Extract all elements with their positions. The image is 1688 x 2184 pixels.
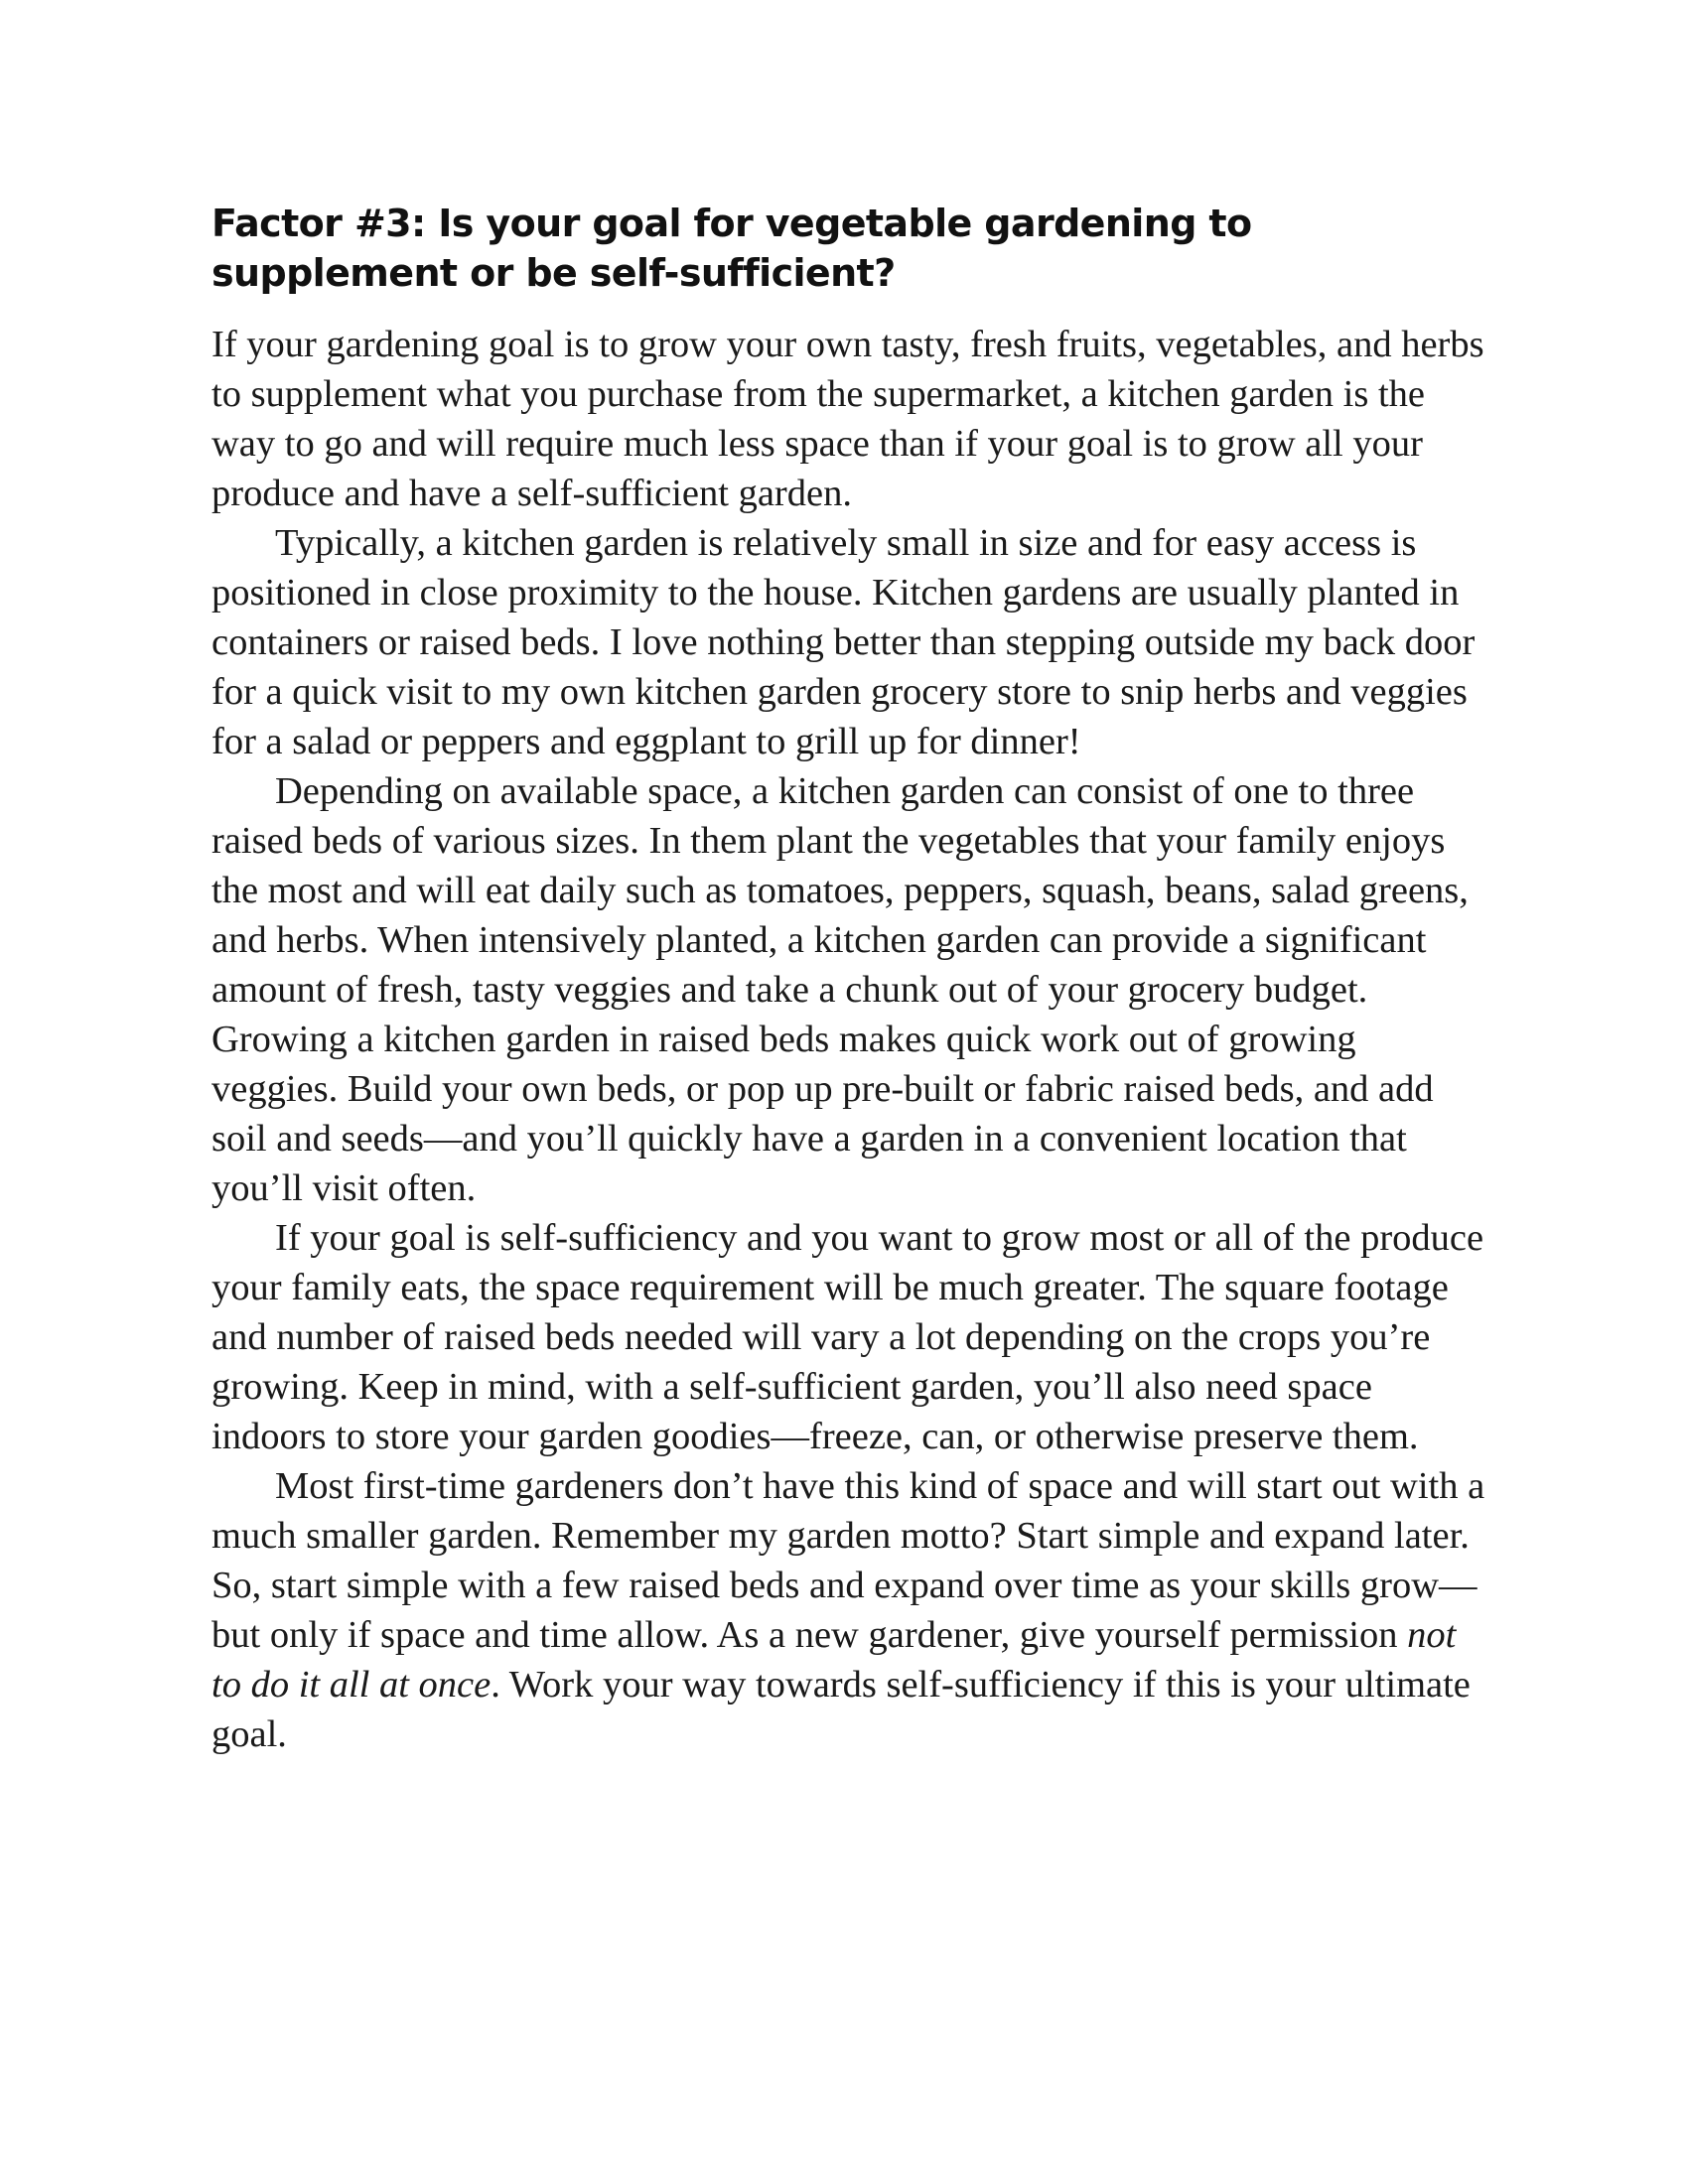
body-text	[211, 320, 1487, 1759]
paragraph-kitchen-garden: Typically, a kitchen garden is relatively small in size and for easy access is positioned in close proximity to the house. Kitchen gardens are usually planted in containers or raised beds. I love nothing better than stepping outside my back door for a quick visit to my own kitchen garden grocery store to snip herbs and veggies for a salad or peppers and eggplant to grill up for dinner!	[211, 522, 1476, 762]
document-page	[211, 199, 1487, 1759]
paragraph-raised-beds: Depending on available space, a kitchen garden can consist of one to three raised beds of various sizes. In them plant the vegetables that your family enjoys the most and will eat daily such as tomatoes, peppers, squash, beans, salad greens, and herbs. When intensively planted, a kitchen garden can provide a significant amount of fresh, tasty veggies and take a chunk out of your grocery budget. Growing a kitchen garden in raised beds makes quick work out of growing veggies. Build your own beds, or pop up pre-built or fabric raised beds, and add soil and seeds—and you’ll quickly have a garden in a convenient location that you’ll visit often.	[211, 770, 1469, 1209]
paragraph-intro: If your gardening goal is to grow your own tasty, fresh fruits, vegetables, and herbs to supplement what you purchase from the supermarket, a kitchen garden is the way to go and will require much less space than if your goal is to grow all your produce and have a self-sufficient garden.	[211, 324, 1484, 514]
italic-phrase: not to do it all at once	[211, 1614, 1457, 1706]
paragraph-self-sufficiency: If your goal is self-sufficiency and you want to grow most or all of the produce your family eats, the space requirement will be much greater. The square footage and number of raised beds needed will vary a lot depending on the crops you’re growing. Keep in mind, with a self-sufficient garden, you’ll also need space indoors to store your garden goodies—freeze, can, or otherwise preserve them.	[211, 1217, 1484, 1457]
paragraph-start-simple-text: Most first-time gardeners don’t have this kind of space and will start out with a much smaller garden. Remember my garden motto? Start simple and expand later. So, start simple with a few raised beds and expand over time as your skills grow—but only if space and time allow. As a new gardener, give yourself permission	[211, 1465, 1485, 1656]
paragraph-start-simple	[211, 1461, 1487, 1759]
section-heading: Factor #3: Is your goal for vegetable gardening to supplement or be self-sufficient?	[211, 202, 1252, 295]
paragraph-start-simple-end: . Work your way towards self-sufficiency if this is your ultimate goal.	[211, 1664, 1471, 1755]
